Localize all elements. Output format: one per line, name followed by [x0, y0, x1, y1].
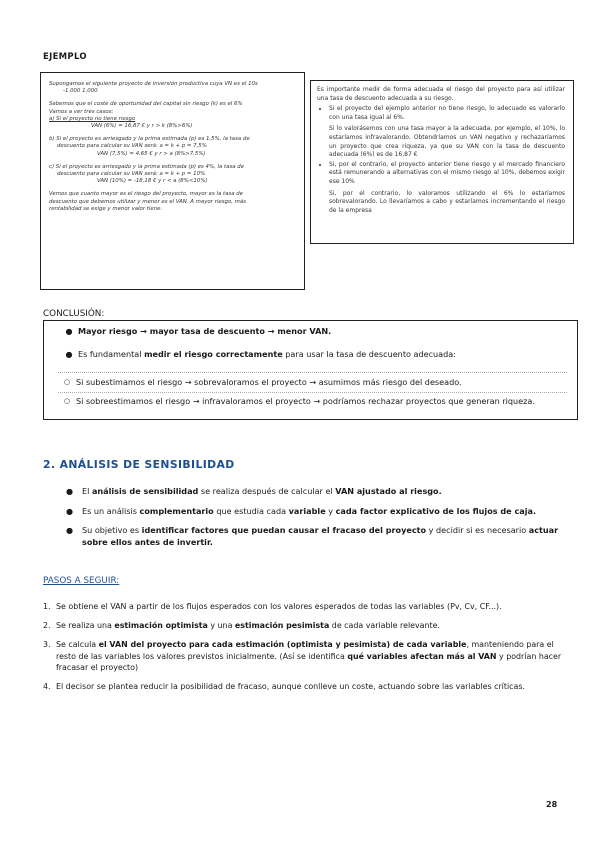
- section-bullet-list: [66, 486, 566, 556]
- text-fragment: que estudia cada: [213, 505, 289, 516]
- bullet-text: [82, 486, 442, 498]
- divider: [58, 372, 567, 373]
- bullet-text: [82, 506, 536, 518]
- conclusion-subitem: [58, 396, 567, 407]
- conclusion-subitem: [58, 377, 567, 388]
- text-fragment: cada factor explicativo de los flujos de caja.: [335, 505, 537, 516]
- explanation-subtext: Si lo valorásemos con una tasa mayor a la adecuada, por ejemplo, el 10%, lo estaríamos infravalorando. Obtendríamos un VAN negativo y rechazaríamos un proyecto que crea riqueza, ya que su VAN con la tasa de descuento adecuada (6%) es de 16,87 €: [329, 125, 565, 159]
- example-heading: EJEMPLO: [43, 52, 87, 62]
- text-fragment: y una: [207, 621, 235, 631]
- divider: [58, 392, 567, 393]
- text-fragment: y podrían hacer fracasar el proyecto): [56, 651, 562, 672]
- example-line: b) Si el proyecto es arriesgado y la prima estimada (p) es 1,5%, la tasa de: [49, 136, 250, 143]
- text-fragment: estimación pesimista: [234, 621, 330, 631]
- step-number: 2.: [43, 621, 51, 631]
- text-fragment: y decidir si es necesario: [426, 525, 529, 536]
- section-bullet: [66, 506, 566, 518]
- text-fragment: Se calcula: [56, 640, 99, 650]
- text-fragment: , manteniendo para el resto de las variables los valores previstos inicialmente. (Así se identifica: [56, 640, 554, 661]
- bullet-icon: ●: [65, 326, 73, 336]
- conclusion-subtext: Si subestimamos el riesgo → sobrevaloramos el proyecto → asumimos más riesgo del deseado.: [76, 377, 462, 387]
- text-fragment: se realiza después de calcular el: [198, 486, 336, 496]
- example-line: descuento que debemos utilizar y menor es el VAN. A mayor riesgo, más: [49, 198, 246, 205]
- text-fragment: el VAN del proyecto para cada estimación (optimista y pesimista) de cada variable: [98, 640, 467, 650]
- bullet-text: [82, 525, 566, 548]
- text-fragment: Es un análisis: [82, 505, 140, 516]
- text-fragment: y: [325, 505, 336, 516]
- conclusion-item: [58, 326, 567, 337]
- explanation-subtext: Si, por el contrario, lo valoramos utilizando el 6% lo estaríamos sobrevalorando. Lo llevaríamos a cabo y estaríamos incrementando el riesgo de la empresa: [329, 189, 565, 214]
- step-number: 3.: [43, 640, 51, 650]
- explanation-item: [329, 161, 565, 216]
- conclusion-text: Mayor riesgo → mayor tasa de descuento → menor VAN.: [78, 326, 332, 336]
- section-heading: 2. ANÁLISIS DE SENSIBILIDAD: [43, 458, 235, 471]
- conclusion-text: [78, 349, 456, 360]
- conclusion-heading: CONCLUSIÓN:: [43, 309, 105, 319]
- explanation-item: [329, 105, 565, 160]
- text-fragment: para usar la tasa de descuento adecuada:: [282, 349, 456, 359]
- text-fragment: Su objetivo es: [82, 525, 142, 536]
- example-line: descuento para calcular su VAN será: a = k + p = 10%: [57, 171, 206, 178]
- text-fragment: estimación optimista: [114, 621, 208, 631]
- step-item: [43, 620, 563, 631]
- example-line: VAN (6%) = 16,87 € y r > k (8%>6%): [91, 123, 193, 130]
- explanation-list: [317, 105, 565, 215]
- example-line: VAN (10%) = -18,18 € y r < a (8%<10%): [97, 178, 208, 185]
- step-number: 4.: [43, 682, 51, 692]
- steps-heading: PASOS A SEGUIR:: [43, 576, 120, 586]
- step-item: [43, 681, 563, 692]
- text-fragment: Se realiza una: [56, 621, 115, 631]
- text-fragment: complementario: [139, 505, 214, 516]
- conclusion-box: [43, 320, 578, 420]
- example-calculation-box: [40, 72, 305, 290]
- example-line: Sabemos que el coste de oportunidad del capital sin riesgo (k) es el 6%: [49, 101, 243, 108]
- text-fragment: de cada variable relevante.: [329, 621, 440, 631]
- text-fragment: qué variables afectan más al VAN: [347, 651, 497, 661]
- step-text: Se obtiene el VAN a partir de los flujos esperados con los valores esperados de todas las variables (Pv, Cv, CF...).: [56, 602, 502, 611]
- example-line: a) Si el proyecto no tiene riesgo: [49, 115, 136, 122]
- example-line: c) Si el proyecto es arriesgado y la prima estimada (p) es 4%, la tasa de: [49, 163, 245, 170]
- example-line: Vemos que cuanto mayor es el riesgo del proyecto, mayor es la tasa de: [49, 191, 243, 198]
- text-fragment: El: [82, 486, 92, 496]
- step-text: [56, 620, 440, 631]
- text-fragment: medir el riesgo correctamente: [144, 349, 283, 359]
- step-item: [43, 601, 563, 612]
- explanation-text: Si el proyecto del ejemplo anterior no tiene riesgo, lo adecuado es valorarlo con una tasa igual al 6%.: [329, 105, 565, 121]
- bullet-icon: ●: [66, 525, 74, 536]
- bullet-icon: ●: [66, 486, 74, 496]
- explanation-intro: Es importante medir de forma adecuada el riesgo del proyecto para así utilizar una tasa de descuento adecuada a su riesgo.: [317, 86, 565, 102]
- circle-bullet-icon: ○: [63, 397, 71, 405]
- bullet-icon: ●: [66, 505, 74, 516]
- step-text: El decisor se plantea reducir la posibilidad de fracaso, aunque conlleve un coste, actuando sobre las variables críticas.: [56, 682, 525, 692]
- text-fragment: Es fundamental: [78, 349, 145, 359]
- example-line: descuento para calcular su VAN será: a = k + p = 7,5%: [57, 143, 207, 150]
- example-line: Supongamos el siguiente proyecto de inversión productiva cuya VN es el 10s: [49, 81, 258, 87]
- step-text: [56, 639, 563, 673]
- text-fragment: VAN ajustado al riesgo.: [335, 486, 442, 496]
- section-bullet: [66, 486, 566, 498]
- example-line: rentabilidad se exige y menor valor tiene.: [49, 205, 163, 212]
- text-fragment: variable: [288, 505, 326, 516]
- example-line: VAN (7,5%) = 4,65 € y r > a (8%>7,5%): [97, 150, 206, 157]
- page-number: 28: [546, 800, 558, 809]
- section-bullet: [66, 525, 566, 548]
- text-fragment: actuar sobre ellos antes de invertir.: [82, 525, 559, 547]
- steps-list: [43, 601, 563, 700]
- circle-bullet-icon: ○: [63, 378, 71, 386]
- conclusion-subtext: Si sobreestimamos el riesgo → infravaloramos el proyecto → podríamos rechazar proyectos que generan riqueza.: [76, 396, 535, 406]
- step-item: [43, 639, 563, 673]
- example-line: -1.000 1.000: [63, 88, 98, 95]
- example-explanation-box: [310, 80, 574, 244]
- conclusion-item: [58, 349, 567, 360]
- explanation-text: Si, por el contrario, el proyecto anterior tiene riesgo y el mercado financiero está remunerando a alternativas con el mismo riesgo al 10%, debemos exigir ese 10%: [329, 160, 565, 185]
- example-line: Vamos a ver tres casos:: [49, 108, 114, 115]
- bullet-icon: ●: [65, 349, 73, 359]
- text-fragment: identificar factores que puedan causar el fracaso del proyecto: [141, 525, 427, 536]
- text-fragment: análisis de sensibilidad: [91, 486, 199, 496]
- step-number: 1.: [43, 602, 51, 611]
